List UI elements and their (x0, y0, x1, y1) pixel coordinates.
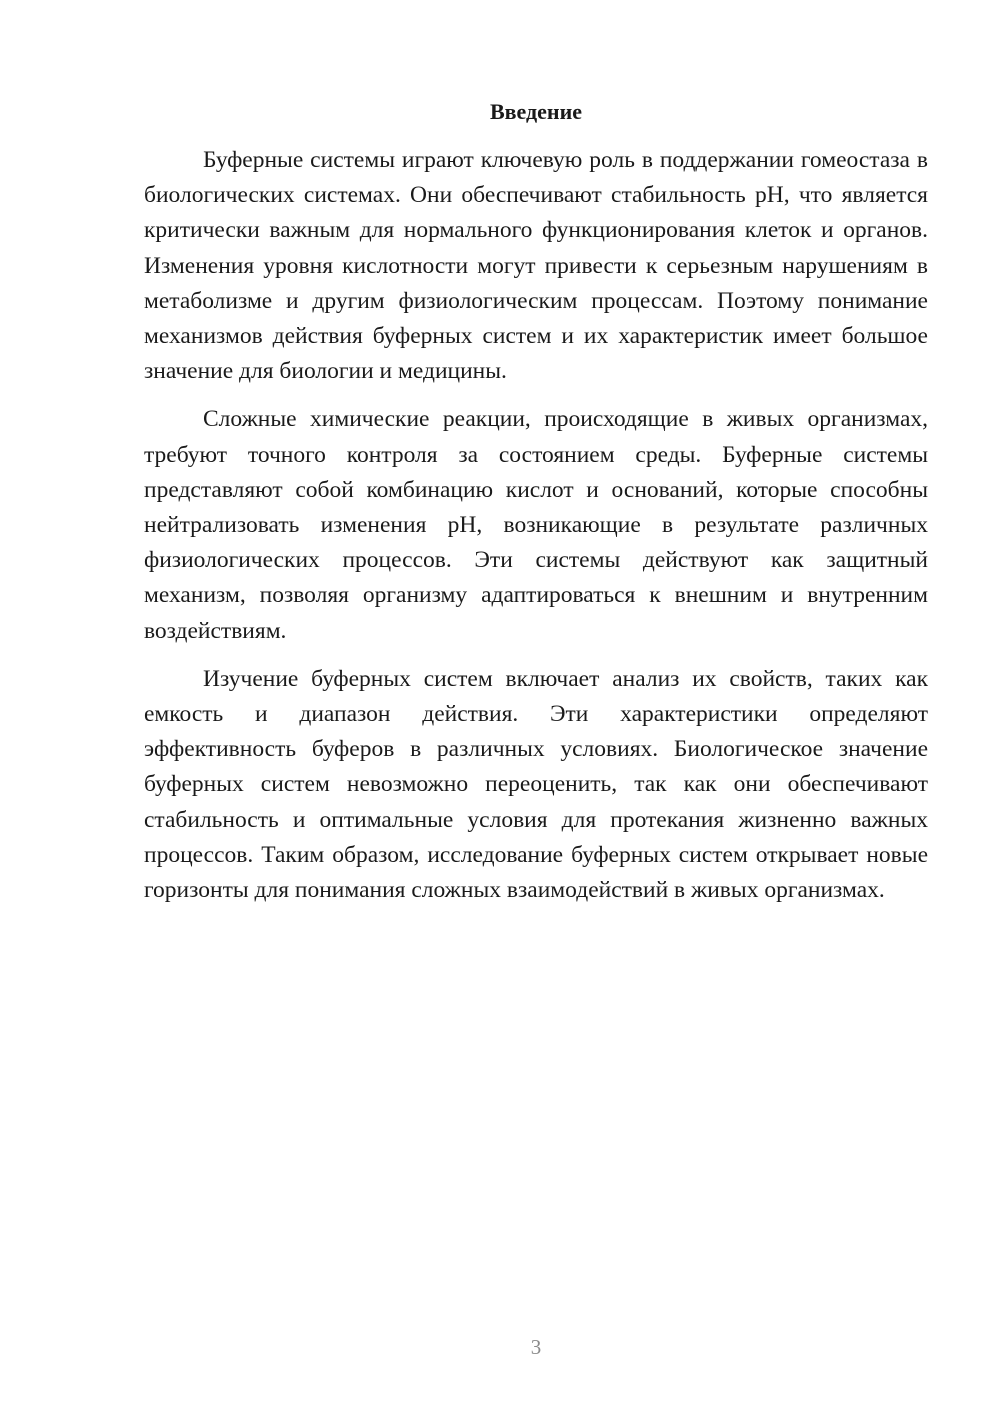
paragraph-2: Сложные химические реакции, происходящие в живых организмах, требуют точного контроля за состоянием среды. Буферные системы представляют собой комбинацию кислот и оснований, которые способны нейтрализовать изменения pH, возникающие в результате различных физиологических процессов. Эти системы действуют как защитный механизм, позволяя организму адаптироваться к внешним и внутренним воздействиям. (144, 406, 928, 644)
body-text (144, 143, 928, 921)
paragraph-1: Буферные системы играют ключевую роль в поддержании гомеостаза в биологических системах. Они обеспечивают стабильность pH, что является критически важным для нормального функционирования клеток и органов. Изменения уровня кислотности могут привести к серьезным нарушениям в метаболизме и другим физиологическим процессам. Поэтому понимание механизмов действия буферных систем и их характеристик имеет большое значение для биологии и медицины. (144, 147, 928, 385)
section-heading: Введение (489, 99, 583, 124)
page-number: 3 (530, 1335, 542, 1359)
paragraph-3: Изучение буферных систем включает анализ их свойств, таких как емкость и диапазон действия. Эти характеристики определяют эффективность буферов в различных условиях. Биологическое значение буферных систем невозможно переоценить, так как они обеспечивают стабильность и оптимальные условия для протекания жизненно важных процессов. Таким образом, исследование буферных систем открывает новые горизонты для понимания сложных взаимодействий в живых организмах. (144, 665, 928, 904)
